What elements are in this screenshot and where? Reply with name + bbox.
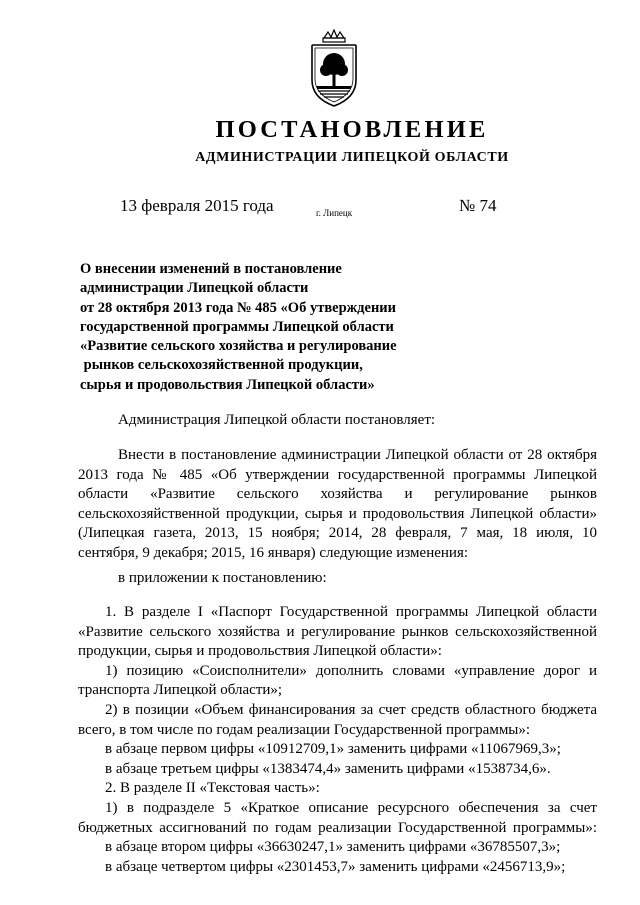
document-heading [80, 260, 440, 395]
section-line: транспорта Липецкой области»; [78, 682, 283, 699]
decree-line: Администрация Липецкой области постановляет: [118, 412, 436, 428]
heading-line: администрации Липецкой области [80, 280, 309, 297]
section-line: 2. В разделе II «Текстовая часть»: [105, 780, 320, 797]
section-line: 2) в позиции «Объем финансирования за счет средств областного бюджета [105, 701, 597, 718]
intro-paragraph [78, 446, 597, 564]
section-line: «Развитие сельского хозяйства и регулирование рынков сельскохозяйственной [78, 623, 597, 640]
document-title: ПОСТАНОВЛЕНИЕ [215, 116, 489, 143]
section-line: 1) в подразделе 5 «Краткое описание ресурсного обеспечения за счет [105, 799, 597, 816]
decree-paragraph [78, 411, 597, 431]
document-number: № 74 [459, 196, 497, 215]
section-line: в абзаце первом цифры «10912709,1» заменить цифрами «11067969,3»; [105, 741, 561, 758]
heading-line: от 28 октября 2013 года № 485 «Об утверждении [80, 299, 397, 316]
document-city: г. Липецк [316, 208, 353, 218]
intro-line: сельскохозяйственной продукции, сырья и продовольствия Липецкой области» [78, 505, 597, 522]
intro-line: Внести в постановление администрации Липецкой области от 28 октября [118, 447, 597, 463]
section-line: продукции, сырья и продовольствия Липецкой области»: [78, 643, 442, 660]
heading-line: «Развитие сельского хозяйства и регулирование [80, 338, 397, 355]
document-date: 13 февраля 2015 года [120, 196, 274, 215]
intro-line: области «Развитие сельского хозяйства и регулирование рынков [78, 486, 597, 503]
section-line: в абзаце четвертом цифры «2301453,7» заменить цифрами «2456713,9»; [105, 858, 566, 875]
issuer-subtitle: АДМИНИСТРАЦИИ ЛИПЕЦКОЙ ОБЛАСТИ [195, 150, 509, 165]
heading-line: О внесении изменений в постановление [80, 261, 342, 277]
heading-line: сырья и продовольствия Липецкой области» [80, 376, 375, 393]
appendix-line: в приложении к постановлению: [118, 570, 327, 586]
intro-line: сентября, 9 декабря; 2015, 16 января) следующие изменения: [78, 544, 469, 561]
section-line: в абзаце втором цифры «36630247,1» заменить цифрами «36785507,3»; [105, 839, 561, 856]
coat-of-arms-emblem [306, 28, 362, 108]
section-line: бюджетных ассигнований по годам реализации Государственной программы»: [78, 819, 597, 836]
intro-line: 2013 года № 485 «Об утверждении государственной программы Липецкой [78, 466, 597, 483]
section-line: в абзаце третьем цифры «1383474,4» заменить цифрами «1538734,6». [105, 760, 551, 777]
intro-line: (Липецкая газета, 2013, 15 ноября; 2014, 28 февраля, 7 мая, 18 июля, 10 [78, 525, 597, 542]
section-1-paragraphs [78, 603, 597, 877]
heading-line: рынков сельскохозяйственной продукции, [80, 357, 363, 374]
heading-line: государственной программы Липецкой области [80, 318, 394, 335]
section-line: 1) позицию «Соисполнители» дополнить словами «управление дорог и [105, 662, 597, 679]
section-line: всего, в том числе по годам реализации Государственной программы»: [78, 721, 531, 738]
appendix-paragraph [78, 569, 597, 589]
section-line: 1. В разделе I «Паспорт Государственной программы Липецкой области [105, 604, 597, 620]
